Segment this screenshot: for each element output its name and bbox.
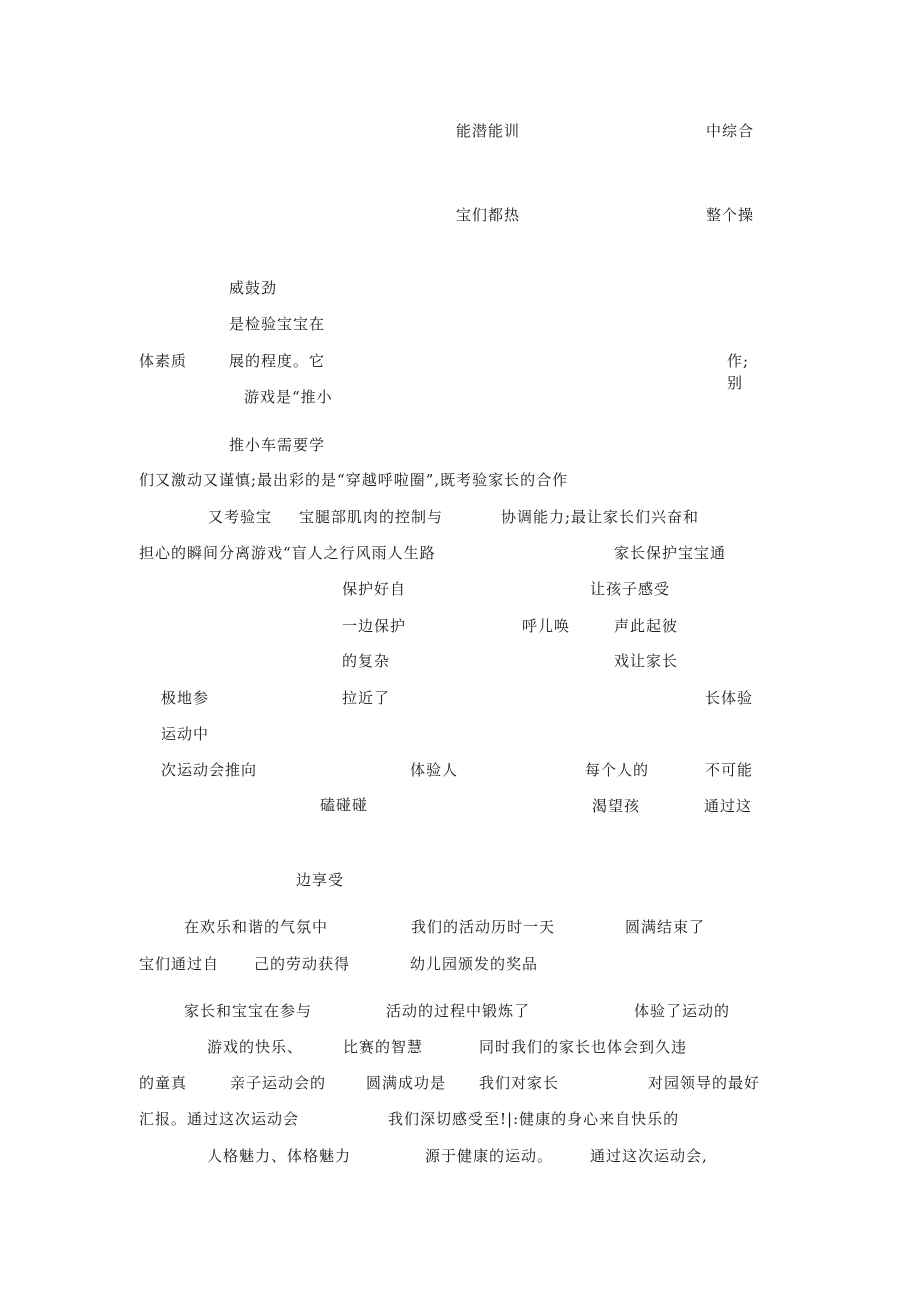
text-fragment: 推小车需要学	[229, 436, 326, 454]
text-fragment: 游戏是“推小	[244, 388, 333, 406]
text-fragment: 在欢乐和谐的气氛中	[184, 918, 329, 936]
text-fragment: 极地参	[161, 689, 210, 707]
text-fragment: 能潜能训	[456, 122, 521, 140]
text-fragment: 通过这次运动会,	[590, 1147, 708, 1165]
text-fragment: 体素质	[139, 352, 188, 370]
text-fragment: 我们的活动历时一天	[411, 918, 556, 936]
text-fragment: 作;	[727, 352, 750, 370]
text-fragment: 圆满结束了	[625, 918, 706, 936]
text-fragment: 又考验宝	[208, 508, 273, 526]
text-fragment: 保护好自	[342, 580, 407, 598]
text-fragment: 拉近了	[342, 689, 391, 707]
text-fragment: 整个操	[706, 206, 755, 224]
text-fragment: 体验了运动的	[634, 1002, 731, 1020]
text-fragment: 长体验	[705, 689, 754, 707]
text-fragment: 威鼓劲	[229, 279, 278, 297]
text-fragment: 对园领导的最好	[648, 1074, 761, 1092]
text-fragment: 次运动会推向	[161, 761, 258, 779]
text-fragment: 的复杂	[342, 652, 391, 670]
text-fragment: 亲子运动会的	[230, 1074, 327, 1092]
text-fragment: 别	[727, 374, 744, 392]
text-fragment: 声此起彼	[614, 617, 679, 635]
text-fragment: 们又激动又谨慎;最出彩的是“穿越呼啦圈”,既考验家长的合作	[139, 471, 569, 489]
text-fragment: 家长和宝宝在参与	[184, 1002, 313, 1020]
text-fragment: 展的程度。它	[229, 352, 326, 370]
text-fragment: 宝腿部肌肉的控制与	[299, 508, 444, 526]
text-fragment: 比赛的智慧	[343, 1038, 424, 1056]
text-fragment: 边享受	[296, 871, 345, 889]
text-fragment: 的童真	[139, 1074, 188, 1092]
text-fragment: 中综合	[706, 122, 755, 140]
text-fragment: 运动中	[161, 725, 210, 743]
text-fragment: 协调能力;最让家长们兴奋和	[501, 508, 700, 526]
text-fragment: 我们对家长	[479, 1074, 560, 1092]
text-fragment: 我们深切感受至!|:健康的身心来自快乐的	[388, 1110, 680, 1128]
text-fragment: 宝们都热	[456, 206, 521, 224]
text-fragment: 每个人的	[585, 761, 650, 779]
text-fragment: 体验人	[410, 761, 459, 779]
text-fragment: 戏让家长	[614, 652, 679, 670]
text-fragment: 己的劳动获得	[254, 955, 351, 973]
text-fragment: 圆满成功是	[366, 1074, 447, 1092]
text-fragment: 源于健康的运动。	[425, 1147, 554, 1165]
text-fragment: 不可能	[705, 761, 754, 779]
text-fragment: 磕碰碰	[320, 796, 369, 814]
text-fragment: 让孩子感受	[590, 580, 671, 598]
text-fragment: 一边保护	[342, 617, 407, 635]
text-fragment: 渴望孩	[592, 797, 641, 815]
text-fragment: 同时我们的家长也体会到久违	[479, 1038, 688, 1056]
text-fragment: 通过这	[704, 797, 753, 815]
text-fragment: 家长保护宝宝通	[614, 544, 727, 562]
text-fragment: 活动的过程中锻炼了	[386, 1002, 531, 1020]
text-fragment: 担心的瞬间分离游戏“盲人之行风雨人生路	[139, 544, 436, 562]
text-fragment: 游戏的快乐、	[207, 1038, 304, 1056]
text-fragment: 是检验宝宝在	[229, 315, 326, 333]
text-fragment: 呼儿唤	[522, 617, 571, 635]
text-fragment: 宝们通过自	[139, 955, 220, 973]
text-fragment: 人格魅力、体格魅力	[207, 1147, 352, 1165]
text-fragment: 幼儿园颁发的奖品	[410, 955, 539, 973]
text-fragment: 汇报。通过这次运动会	[139, 1110, 300, 1128]
